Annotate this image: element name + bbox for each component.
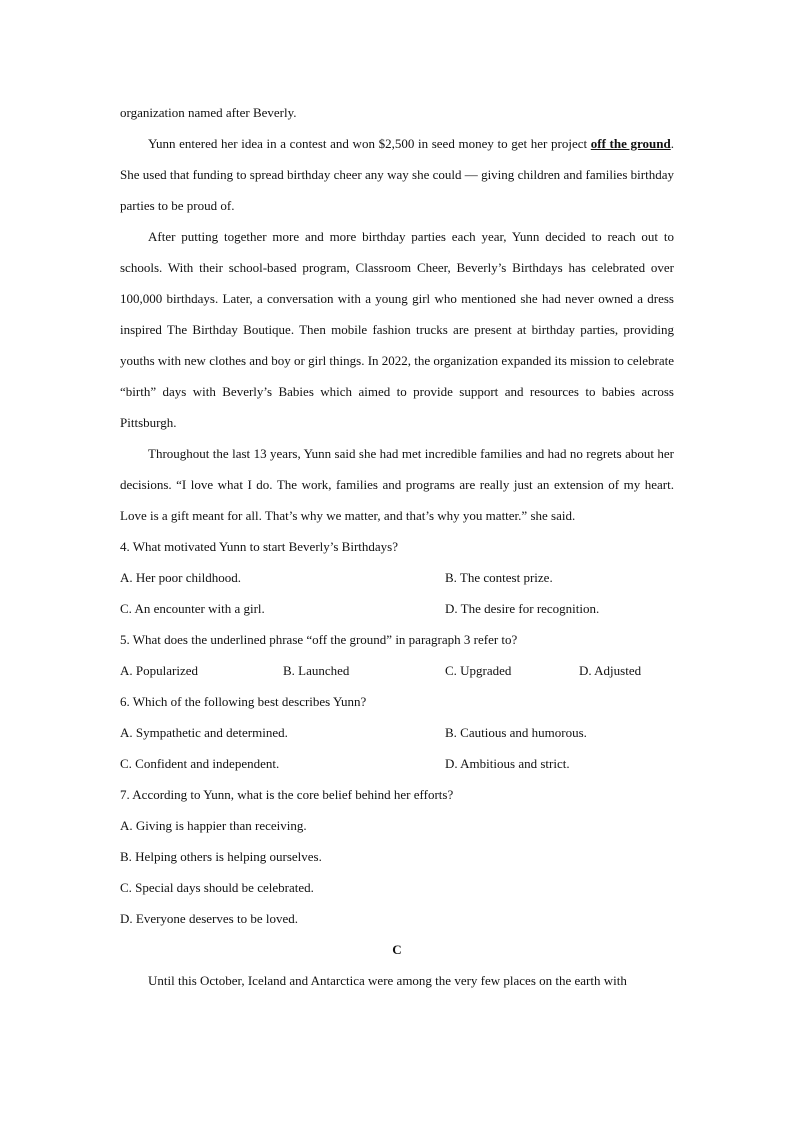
paragraph-b-3: After putting together more and more birthday parties each year, Yunn decided to reach out to schools. With their school-based program, Classroom Cheer, Beverly’s Birthdays has celebrated over 100,000 birthdays. Later, a conversation with a young girl who mentioned she had never owned a dress inspired The Birthday Boutique. Then mobile fashion trucks are present at birthday parties, providing youths with new clothes and boy or girl things. In 2022, the organization expanded its mission to celebrate “birth” days with Beverly’s Babies which aimed to provide support and resources to babies across Pittsburgh. xyxy=(120,229,674,430)
paragraph-c-1: Until this October, Iceland and Antarctica were among the very few places on the earth with xyxy=(148,973,627,988)
question-5-option-b: B. Launched xyxy=(283,663,350,678)
question-7-stem: 7. According to Yunn, what is the core belief behind her efforts? xyxy=(120,787,454,802)
question-6-options-row-1 xyxy=(120,717,674,748)
section-c-heading: C xyxy=(392,942,402,957)
question-7-option-b: B. Helping others is helping ourselves. xyxy=(120,849,322,864)
paragraph-b-4: Throughout the last 13 years, Yunn said she had met incredible families and had no regrets about her decisions. “I love what I do. The work, families and programs are really just an extension of my heart. Love is a gift meant for all. That’s why we matter, and that’s why you matter.” she said. xyxy=(120,446,674,523)
question-6-stem: 6. Which of the following best describes Yunn? xyxy=(120,694,367,709)
question-4-option-d: D. The desire for recognition. xyxy=(445,601,600,616)
question-5-option-d: D. Adjusted xyxy=(579,663,642,678)
question-4-option-b: B. The contest prize. xyxy=(445,570,553,585)
paragraph-b-2-end: . She used that funding to spread birthday cheer any way she could — giving children and families birthday parties to be proud of. xyxy=(120,136,674,213)
question-5-option-c: C. Upgraded xyxy=(445,663,512,678)
paragraph-b-1: organization named after Beverly. xyxy=(120,105,297,120)
question-7-option-d: D. Everyone deserves to be loved. xyxy=(120,911,298,926)
question-4-stem: 4. What motivated Yunn to start Beverly’s Birthdays? xyxy=(120,539,399,554)
question-5-options-row xyxy=(120,655,674,686)
question-6-option-d: D. Ambitious and strict. xyxy=(445,756,570,771)
question-4-options-row-2 xyxy=(120,593,674,624)
paragraph-b-2 xyxy=(120,128,674,221)
question-4-option-c: C. An encounter with a girl. xyxy=(120,601,265,616)
question-4-options-row-1 xyxy=(120,562,674,593)
top-margin xyxy=(120,0,674,97)
question-5-option-a: A. Popularized xyxy=(120,663,198,678)
question-6-options-row-2 xyxy=(120,748,674,779)
paragraph-b-2-start: Yunn entered her idea in a contest and won $2,500 in seed money to get her project xyxy=(148,136,591,151)
question-5-stem: 5. What does the underlined phrase “off the ground” in paragraph 3 refer to? xyxy=(120,632,518,647)
question-7-option-a: A. Giving is happier than receiving. xyxy=(120,818,307,833)
question-6-option-b: B. Cautious and humorous. xyxy=(445,725,587,740)
question-6-option-a: A. Sympathetic and determined. xyxy=(120,725,288,740)
underlined-phrase: off the ground xyxy=(590,136,671,151)
question-7-option-c: C. Special days should be celebrated. xyxy=(120,880,314,895)
document-page xyxy=(120,0,674,996)
question-4-option-a: A. Her poor childhood. xyxy=(120,570,241,585)
question-6-option-c: C. Confident and independent. xyxy=(120,756,280,771)
